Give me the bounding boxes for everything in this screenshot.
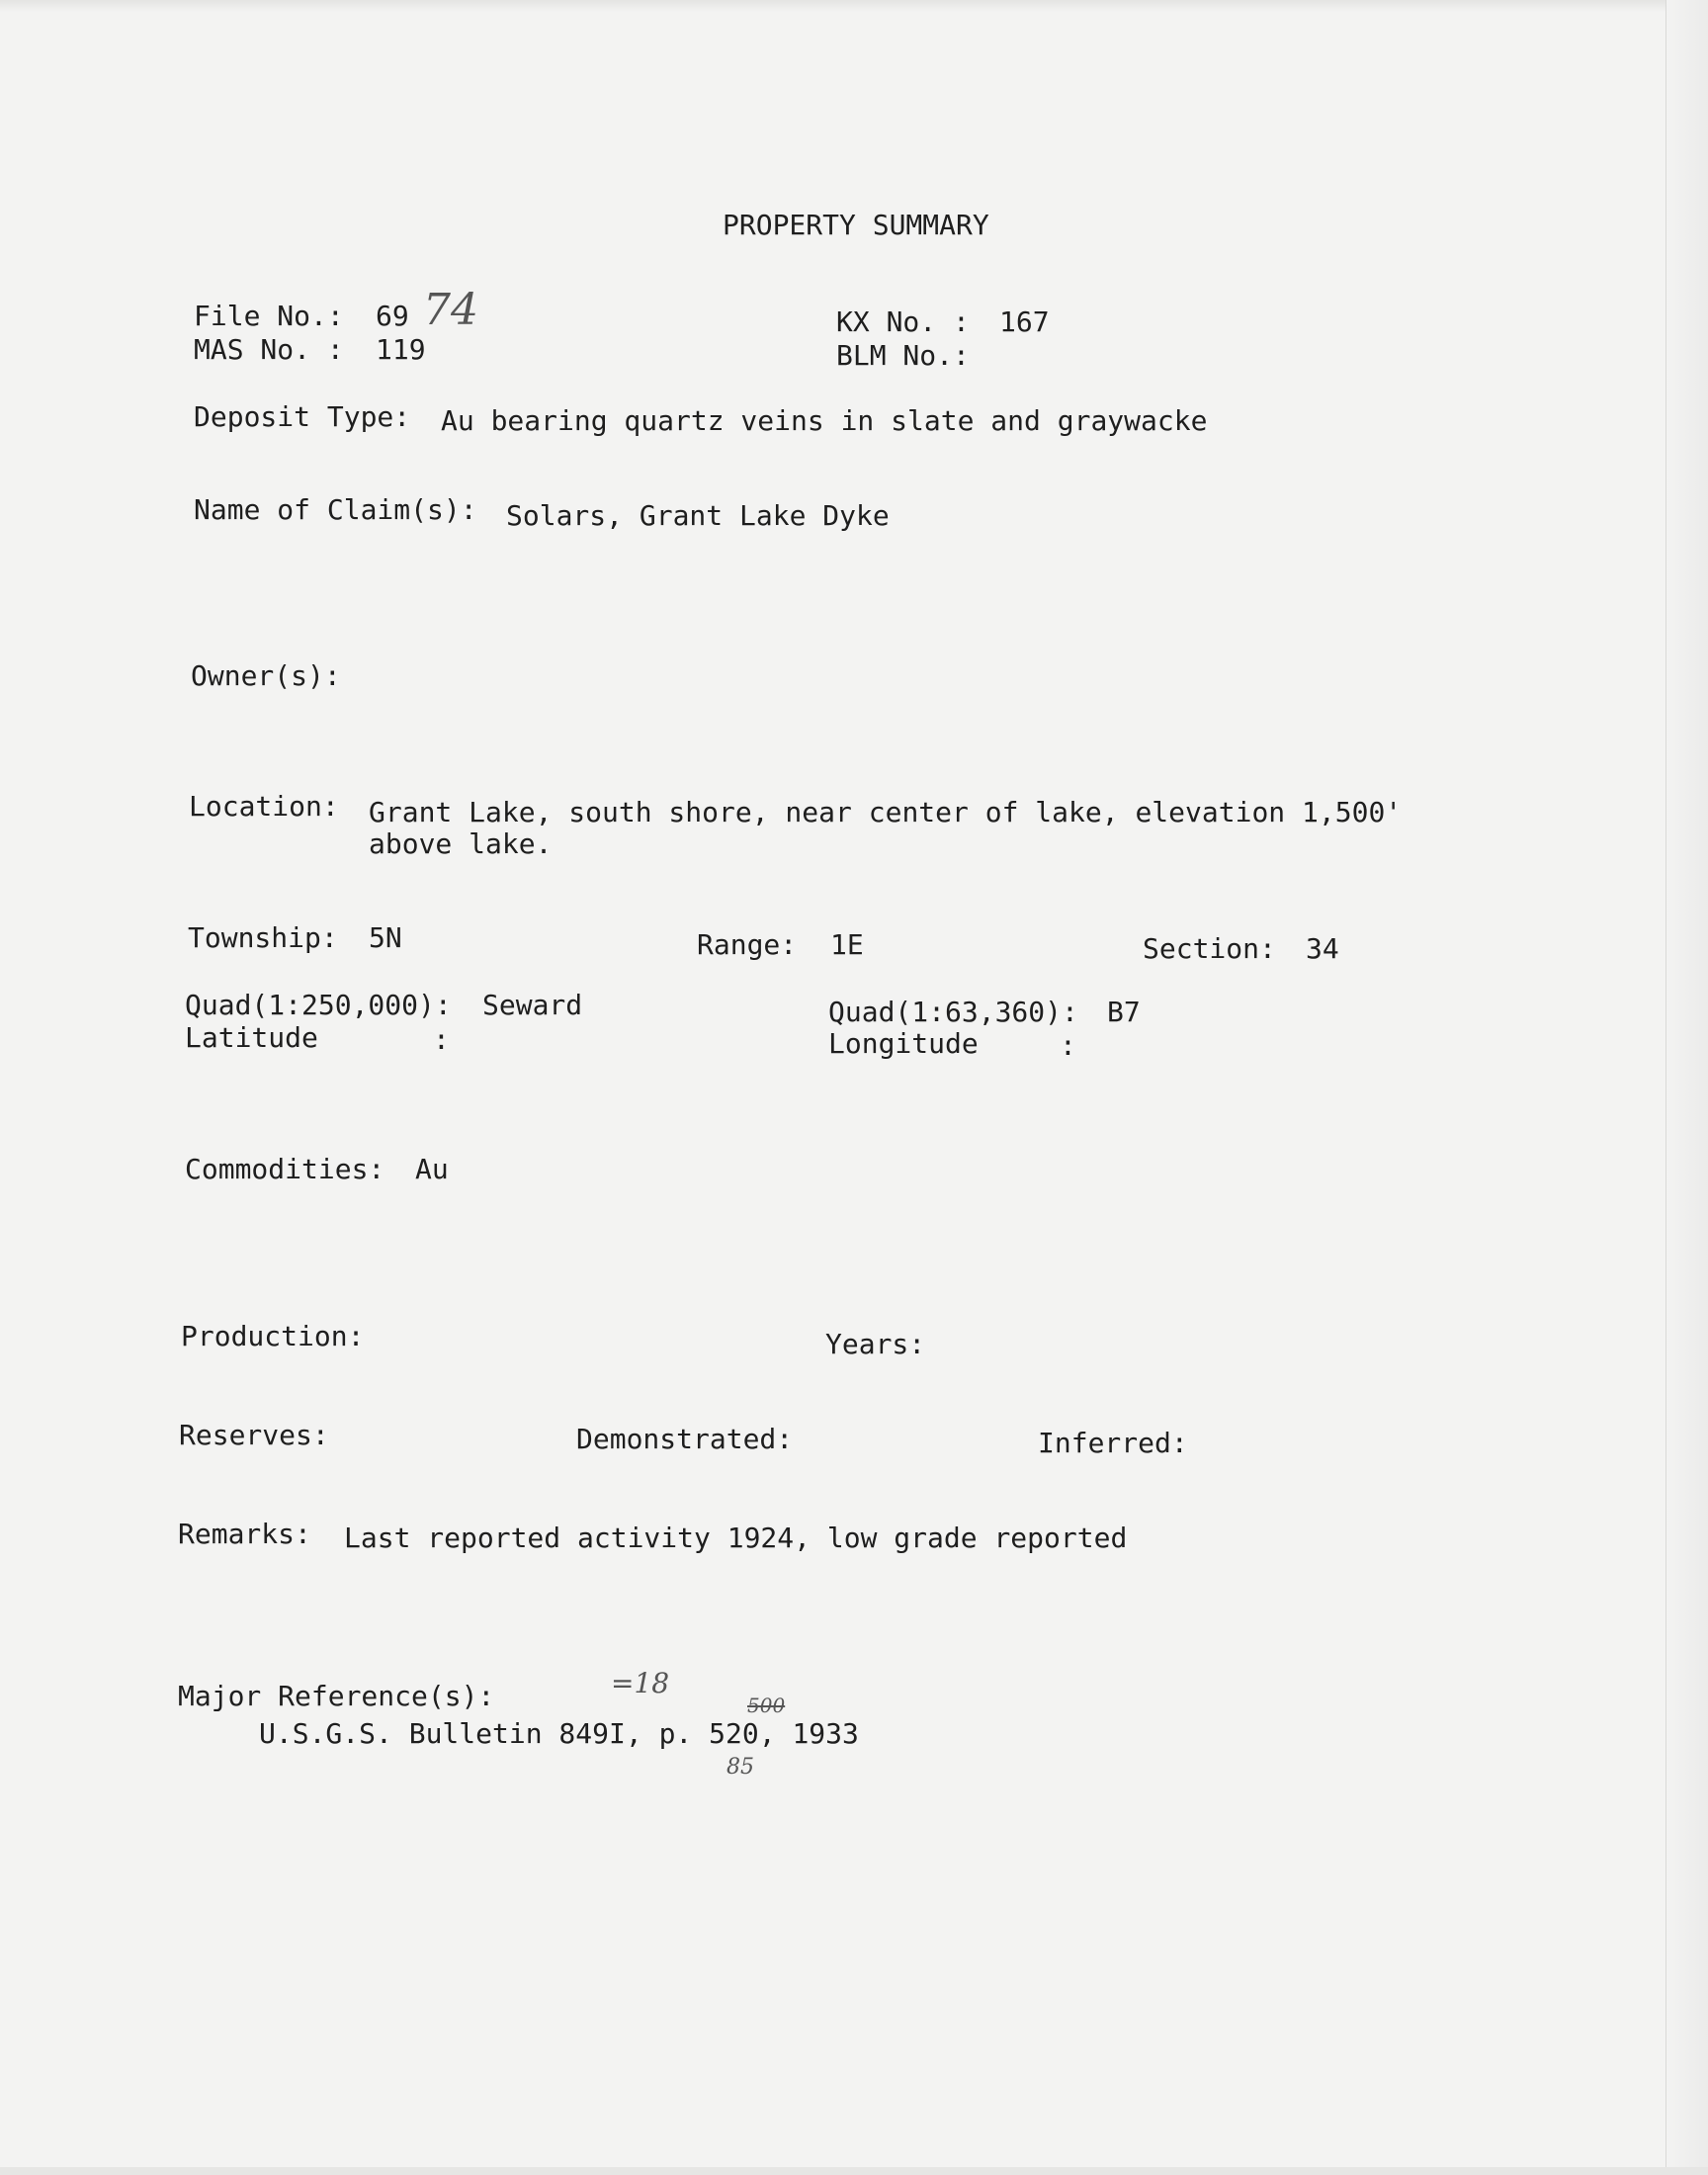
page-edge-right <box>1665 0 1708 2175</box>
commodities-label: Commodities: <box>185 1153 385 1185</box>
reference-struck-note: 500 <box>747 1694 786 1717</box>
claims-value: Solars, Grant Lake Dyke <box>506 499 890 532</box>
kx-no-value: 167 <box>999 305 1050 338</box>
mas-no-label: MAS No. : <box>194 333 344 366</box>
quad-63k-label: Quad(1:63,360): <box>828 996 1078 1028</box>
reserves-label: Reserves: <box>179 1419 329 1451</box>
quad-250k-label: Quad(1:250,000): <box>185 989 452 1021</box>
township-value: 5N <box>369 921 402 954</box>
claims-label: Name of Claim(s): <box>194 493 477 526</box>
location-line-2: above lake. <box>369 827 553 860</box>
mas-no-value: 119 <box>376 333 426 366</box>
section-label: Section: <box>1143 932 1276 965</box>
page-edge-top <box>0 0 1708 12</box>
file-no-label: File No.: <box>194 300 344 332</box>
references-label: Major Reference(s): <box>178 1680 495 1712</box>
location-label: Location: <box>189 790 339 823</box>
deposit-type-label: Deposit Type: <box>194 400 411 433</box>
inferred-label: Inferred: <box>1038 1427 1188 1459</box>
owners-label: Owner(s): <box>191 659 341 692</box>
township-label: Township: <box>188 921 338 954</box>
latitude-label: Latitude <box>185 1021 318 1054</box>
reference-handwritten-note: =18 <box>611 1667 670 1699</box>
page-edge-bottom <box>0 2167 1708 2175</box>
quad-250k-value: Seward <box>482 989 583 1021</box>
demonstrated-label: Demonstrated: <box>576 1423 794 1455</box>
file-no-handwritten: 74 <box>423 285 478 335</box>
section-value: 34 <box>1306 932 1339 965</box>
range-label: Range: <box>697 928 798 961</box>
kx-no-label: KX No. : <box>836 305 970 338</box>
production-label: Production: <box>181 1320 365 1352</box>
file-no-value: 69 <box>376 300 409 332</box>
remarks-value: Last reported activity 1924, low grade reported <box>344 1522 1128 1554</box>
deposit-type-value: Au bearing quartz veins in slate and graywacke <box>441 404 1208 437</box>
years-label: Years: <box>825 1328 926 1360</box>
latitude-colon: : <box>433 1023 450 1056</box>
longitude-colon: : <box>1060 1029 1076 1062</box>
range-value: 1E <box>830 928 864 961</box>
reference-handwritten-correction: 85 <box>726 1755 754 1780</box>
location-line-1: Grant Lake, south shore, near center of lake, elevation 1,500' <box>369 796 1403 828</box>
remarks-label: Remarks: <box>178 1518 311 1550</box>
reference-item: U.S.G.S. Bulletin 849I, p. 520, 1933 <box>259 1717 859 1750</box>
blm-no-label: BLM No.: <box>836 339 970 372</box>
quad-63k-value: B7 <box>1107 996 1141 1028</box>
commodities-value: Au <box>415 1153 449 1185</box>
page-title: PROPERTY SUMMARY <box>723 209 989 241</box>
longitude-label: Longitude <box>828 1027 979 1060</box>
